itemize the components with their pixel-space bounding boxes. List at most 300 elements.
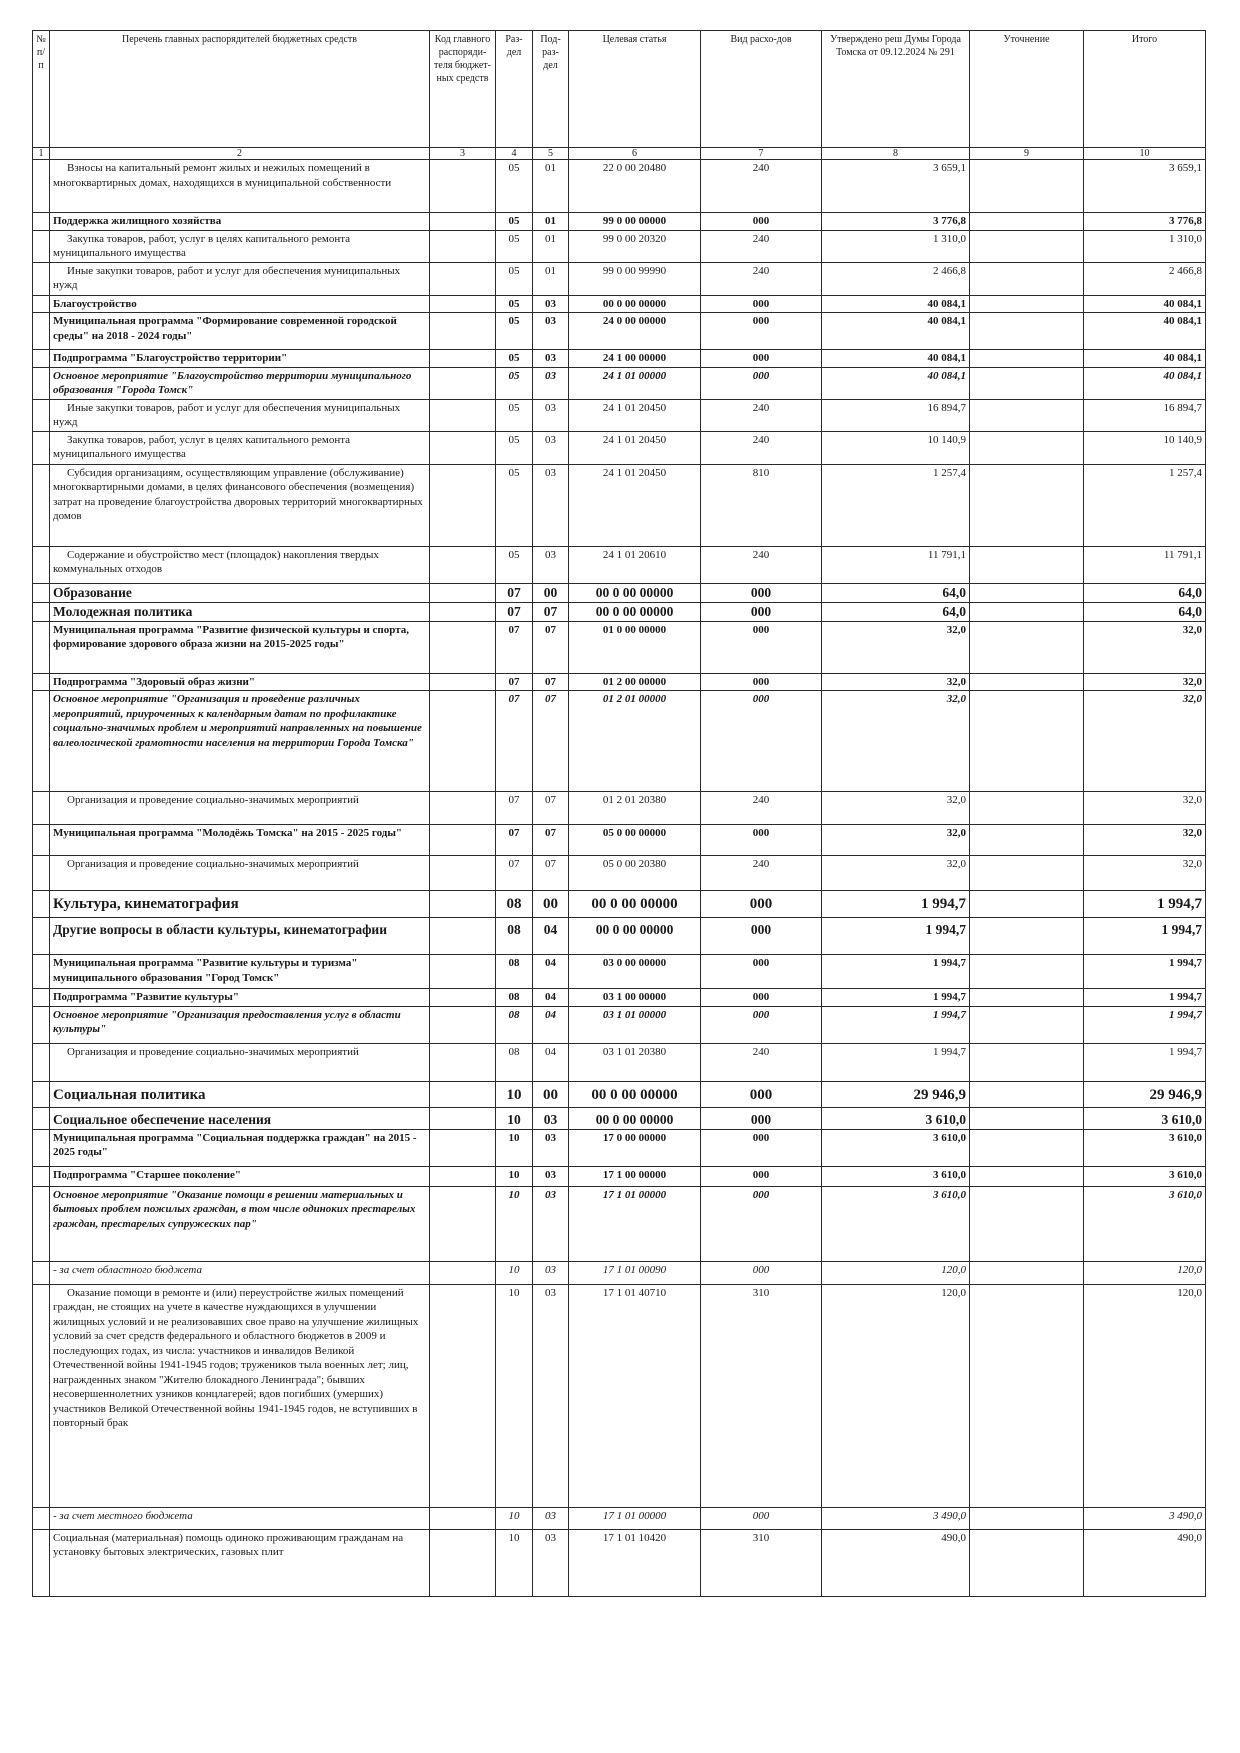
cell-razdel: 07: [496, 583, 533, 602]
cell-approved: 1 310,0: [822, 230, 970, 262]
table-row: [33, 955, 1206, 989]
cell-approved: 64,0: [822, 602, 970, 621]
header-approved: Утверждено реш Думы Города Томска от 09.12.2024 № 291: [822, 31, 970, 148]
cell-itogo: 1 994,7: [1084, 1043, 1206, 1081]
cell-itogo: 1 994,7: [1084, 891, 1206, 918]
cell-code: [430, 1081, 496, 1107]
cell-clarification: [970, 295, 1084, 313]
cell-approved: 40 084,1: [822, 350, 970, 368]
cell-vid: 310: [701, 1284, 822, 1507]
cell-name: Образование: [50, 583, 430, 602]
header-article: Целевая статья: [569, 31, 701, 148]
table-row: [33, 213, 1206, 231]
cell-name: Молодежная политика: [50, 602, 430, 621]
cell-itogo: 16 894,7: [1084, 399, 1206, 431]
cell-podrazdel: 00: [533, 1081, 569, 1107]
cell-podrazdel: 04: [533, 955, 569, 989]
cell-itogo: 1 994,7: [1084, 918, 1206, 955]
cell-podrazdel: 07: [533, 856, 569, 891]
cell-clarification: [970, 856, 1084, 891]
cell-clarification: [970, 1006, 1084, 1043]
cell-code: [430, 160, 496, 213]
cell-podrazdel: 03: [533, 399, 569, 431]
cell-approved: 1 994,7: [822, 891, 970, 918]
cell-code: [430, 1043, 496, 1081]
cell-itogo: 32,0: [1084, 825, 1206, 856]
table-row: [33, 160, 1206, 213]
header-itogo: Итого: [1084, 31, 1206, 148]
cell-razdel: 07: [496, 691, 533, 792]
table-row: [33, 1284, 1206, 1507]
cell-name: Основное мероприятие "Благоустройство территории муниципального образования "Города Томск": [50, 367, 430, 399]
cell-razdel: 08: [496, 1043, 533, 1081]
cell-approved: 3 610,0: [822, 1186, 970, 1261]
cell-code: [430, 621, 496, 673]
cell-itogo: 10 140,9: [1084, 431, 1206, 464]
cell-name: Закупка товаров, работ, услуг в целях капитального ремонта муниципального имущества: [50, 431, 430, 464]
cell-vid: 810: [701, 464, 822, 546]
table-body: [33, 160, 1206, 1597]
cell-vid: 000: [701, 1006, 822, 1043]
cell-article: 05 0 00 00000: [569, 825, 701, 856]
table-row: [33, 918, 1206, 955]
cell-clarification: [970, 792, 1084, 825]
cell-razdel: 05: [496, 313, 533, 350]
cell-code: [430, 1529, 496, 1596]
cell-razdel: 10: [496, 1507, 533, 1529]
cell-podrazdel: 03: [533, 1166, 569, 1186]
cell-vid: 000: [701, 367, 822, 399]
cell-razdel: 10: [496, 1284, 533, 1507]
cell-clarification: [970, 891, 1084, 918]
cell-num: [33, 583, 50, 602]
cell-article: 99 0 00 99990: [569, 262, 701, 295]
cell-vid: 000: [701, 673, 822, 691]
cell-podrazdel: 00: [533, 583, 569, 602]
cell-podrazdel: 03: [533, 1284, 569, 1507]
cell-itogo: 40 084,1: [1084, 295, 1206, 313]
cell-article: 24 1 01 20450: [569, 399, 701, 431]
cell-num: [33, 464, 50, 546]
cell-podrazdel: 03: [533, 367, 569, 399]
cell-vid: 000: [701, 1081, 822, 1107]
cell-razdel: 10: [496, 1129, 533, 1166]
cell-article: 01 2 01 00000: [569, 691, 701, 792]
table-row: [33, 989, 1206, 1007]
cell-article: 99 0 00 20320: [569, 230, 701, 262]
cell-clarification: [970, 350, 1084, 368]
cell-itogo: 64,0: [1084, 602, 1206, 621]
cell-article: 24 1 01 20450: [569, 464, 701, 546]
cell-clarification: [970, 1186, 1084, 1261]
cell-code: [430, 691, 496, 792]
cell-approved: 1 994,7: [822, 1006, 970, 1043]
cell-clarification: [970, 464, 1084, 546]
cell-clarification: [970, 1166, 1084, 1186]
cell-article: 24 1 00 00000: [569, 350, 701, 368]
cell-itogo: 29 946,9: [1084, 1081, 1206, 1107]
cell-name: Подпрограмма "Благоустройство территории": [50, 350, 430, 368]
cell-approved: 120,0: [822, 1261, 970, 1284]
cell-approved: 490,0: [822, 1529, 970, 1596]
cell-code: [430, 213, 496, 231]
cell-clarification: [970, 1529, 1084, 1596]
cell-num: [33, 399, 50, 431]
cell-approved: 1 994,7: [822, 1043, 970, 1081]
cell-code: [430, 431, 496, 464]
table-row: [33, 621, 1206, 673]
cell-podrazdel: 07: [533, 691, 569, 792]
cell-num: [33, 989, 50, 1007]
cell-article: 03 1 00 00000: [569, 989, 701, 1007]
table-row: [33, 367, 1206, 399]
cell-num: [33, 262, 50, 295]
cell-itogo: 40 084,1: [1084, 367, 1206, 399]
cell-approved: 32,0: [822, 691, 970, 792]
cell-vid: 240: [701, 160, 822, 213]
cell-name: Иные закупки товаров, работ и услуг для обеспечения муниципальных нужд: [50, 399, 430, 431]
header-name: Перечень главных распорядителей бюджетных средств: [50, 31, 430, 148]
table-row: [33, 313, 1206, 350]
table-row: [33, 1043, 1206, 1081]
cell-num: [33, 1081, 50, 1107]
column-number: 8: [822, 148, 970, 160]
cell-vid: 000: [701, 602, 822, 621]
column-number: 2: [50, 148, 430, 160]
cell-name: Культура, кинематография: [50, 891, 430, 918]
cell-approved: 3 490,0: [822, 1507, 970, 1529]
cell-vid: 000: [701, 621, 822, 673]
cell-podrazdel: 01: [533, 213, 569, 231]
cell-vid: 000: [701, 213, 822, 231]
cell-itogo: 2 466,8: [1084, 262, 1206, 295]
cell-itogo: 1 994,7: [1084, 1006, 1206, 1043]
cell-name: Подпрограмма "Развитие культуры": [50, 989, 430, 1007]
table-row: [33, 583, 1206, 602]
cell-num: [33, 955, 50, 989]
cell-clarification: [970, 989, 1084, 1007]
cell-clarification: [970, 691, 1084, 792]
table-row: [33, 1261, 1206, 1284]
cell-vid: 000: [701, 1166, 822, 1186]
cell-razdel: 05: [496, 295, 533, 313]
cell-article: 22 0 00 20480: [569, 160, 701, 213]
cell-num: [33, 602, 50, 621]
cell-approved: 10 140,9: [822, 431, 970, 464]
cell-vid: 000: [701, 918, 822, 955]
cell-code: [430, 464, 496, 546]
cell-approved: 64,0: [822, 583, 970, 602]
cell-itogo: 3 659,1: [1084, 160, 1206, 213]
cell-approved: 3 610,0: [822, 1129, 970, 1166]
cell-podrazdel: 03: [533, 1107, 569, 1129]
cell-vid: 000: [701, 825, 822, 856]
cell-clarification: [970, 546, 1084, 583]
cell-article: 03 1 01 00000: [569, 1006, 701, 1043]
cell-razdel: 08: [496, 955, 533, 989]
cell-razdel: 10: [496, 1529, 533, 1596]
cell-razdel: 05: [496, 546, 533, 583]
cell-clarification: [970, 431, 1084, 464]
header-razdel: Раз-дел: [496, 31, 533, 148]
budget-table: [32, 30, 1206, 1597]
cell-num: [33, 918, 50, 955]
cell-podrazdel: 07: [533, 673, 569, 691]
cell-razdel: 10: [496, 1166, 533, 1186]
cell-vid: 310: [701, 1529, 822, 1596]
table-row: [33, 602, 1206, 621]
header-podrazdel: Под-раз-дел: [533, 31, 569, 148]
cell-article: 17 1 00 00000: [569, 1166, 701, 1186]
cell-name: Подпрограмма "Старшее поколение": [50, 1166, 430, 1186]
cell-vid: 000: [701, 350, 822, 368]
cell-code: [430, 673, 496, 691]
cell-code: [430, 230, 496, 262]
cell-podrazdel: 03: [533, 1129, 569, 1166]
cell-podrazdel: 03: [533, 1261, 569, 1284]
cell-razdel: 08: [496, 989, 533, 1007]
header-code: Код главного распоряди-теля бюджет-ных средств: [430, 31, 496, 148]
cell-podrazdel: 03: [533, 1529, 569, 1596]
cell-name: Муниципальная программа "Формирование современной городской среды" на 2018 - 2024 годы": [50, 313, 430, 350]
cell-vid: 000: [701, 295, 822, 313]
cell-itogo: 32,0: [1084, 856, 1206, 891]
cell-code: [430, 546, 496, 583]
cell-podrazdel: 07: [533, 621, 569, 673]
cell-article: 00 0 00 00000: [569, 295, 701, 313]
cell-article: 00 0 00 00000: [569, 918, 701, 955]
cell-podrazdel: 07: [533, 602, 569, 621]
cell-vid: 000: [701, 1186, 822, 1261]
cell-num: [33, 856, 50, 891]
cell-num: [33, 1507, 50, 1529]
header-vid: Вид расхо-дов: [701, 31, 822, 148]
cell-name: Социальная политика: [50, 1081, 430, 1107]
cell-razdel: 08: [496, 891, 533, 918]
table-row: [33, 464, 1206, 546]
cell-article: 03 0 00 00000: [569, 955, 701, 989]
cell-vid: 000: [701, 891, 822, 918]
cell-clarification: [970, 262, 1084, 295]
table-row: [33, 1107, 1206, 1129]
cell-article: 24 0 00 00000: [569, 313, 701, 350]
cell-vid: 240: [701, 1043, 822, 1081]
cell-approved: 32,0: [822, 825, 970, 856]
cell-itogo: 32,0: [1084, 621, 1206, 673]
cell-razdel: 05: [496, 464, 533, 546]
cell-code: [430, 1107, 496, 1129]
cell-article: 01 2 00 00000: [569, 673, 701, 691]
cell-name: - за счет местного бюджета: [50, 1507, 430, 1529]
table-row: [33, 856, 1206, 891]
cell-itogo: 3 776,8: [1084, 213, 1206, 231]
cell-num: [33, 350, 50, 368]
cell-itogo: 11 791,1: [1084, 546, 1206, 583]
cell-itogo: 64,0: [1084, 583, 1206, 602]
cell-clarification: [970, 825, 1084, 856]
cell-vid: 240: [701, 792, 822, 825]
cell-article: 24 1 01 20450: [569, 431, 701, 464]
table-row: [33, 262, 1206, 295]
cell-itogo: 3 610,0: [1084, 1166, 1206, 1186]
cell-razdel: 07: [496, 673, 533, 691]
cell-num: [33, 160, 50, 213]
column-number: 9: [970, 148, 1084, 160]
cell-article: 01 2 01 20380: [569, 792, 701, 825]
cell-approved: 11 791,1: [822, 546, 970, 583]
cell-num: [33, 1129, 50, 1166]
cell-podrazdel: 04: [533, 1006, 569, 1043]
cell-itogo: 1 310,0: [1084, 230, 1206, 262]
cell-name: Организация и проведение социально-значимых мероприятий: [50, 1043, 430, 1081]
cell-num: [33, 313, 50, 350]
cell-clarification: [970, 955, 1084, 989]
table-row: [33, 350, 1206, 368]
cell-name: Содержание и обустройство мест (площадок) накопления твердых коммунальных отходов: [50, 546, 430, 583]
cell-itogo: 1 994,7: [1084, 955, 1206, 989]
cell-clarification: [970, 367, 1084, 399]
cell-razdel: 05: [496, 367, 533, 399]
cell-clarification: [970, 313, 1084, 350]
cell-name: Муниципальная программа "Социальная поддержка граждан" на 2015 - 2025 годы": [50, 1129, 430, 1166]
cell-name: Социальное обеспечение населения: [50, 1107, 430, 1129]
cell-num: [33, 1186, 50, 1261]
cell-name: Благоустройство: [50, 295, 430, 313]
cell-approved: 32,0: [822, 792, 970, 825]
cell-approved: 16 894,7: [822, 399, 970, 431]
cell-razdel: 07: [496, 792, 533, 825]
cell-name: Закупка товаров, работ, услуг в целях капитального ремонта муниципального имущества: [50, 230, 430, 262]
cell-razdel: 05: [496, 213, 533, 231]
table-row: [33, 1006, 1206, 1043]
cell-name: Муниципальная программа "Молодёжь Томска" на 2015 - 2025 годы": [50, 825, 430, 856]
cell-podrazdel: 03: [533, 1507, 569, 1529]
cell-approved: 1 994,7: [822, 955, 970, 989]
cell-vid: 240: [701, 546, 822, 583]
cell-approved: 1 257,4: [822, 464, 970, 546]
cell-name: Основное мероприятие "Оказание помощи в решении материальных и бытовых проблем пожилых граждан, в том числе одиноких престарелых граждан, престарелых супружеских пар": [50, 1186, 430, 1261]
cell-podrazdel: 03: [533, 431, 569, 464]
cell-article: 01 0 00 00000: [569, 621, 701, 673]
cell-num: [33, 1166, 50, 1186]
cell-vid: 000: [701, 1129, 822, 1166]
column-number: 10: [1084, 148, 1206, 160]
cell-razdel: 07: [496, 856, 533, 891]
cell-vid: 240: [701, 431, 822, 464]
cell-podrazdel: 01: [533, 160, 569, 213]
cell-article: 17 1 01 10420: [569, 1529, 701, 1596]
cell-razdel: 07: [496, 621, 533, 673]
cell-approved: 1 994,7: [822, 918, 970, 955]
cell-code: [430, 367, 496, 399]
table-row: [33, 546, 1206, 583]
table-row: [33, 891, 1206, 918]
cell-approved: 40 084,1: [822, 295, 970, 313]
cell-razdel: 08: [496, 918, 533, 955]
cell-podrazdel: 07: [533, 825, 569, 856]
cell-name: Оказание помощи в ремонте и (или) переустройстве жилых помещений граждан, не стоящих на учете в качестве нуждающихся в улучшении жилищных условий и не реализовавших свое право на улучшение жилищных условий за счет средств федерального и областного бюджетов в 2009 и последующих годах, из числа: участников и инвалидов Великой Отечественной войны 1941-1945 годов; тружеников тыла военных лет; лиц, награжденных знаком "Жителю блокадного Ленинграда"; бывших несовершеннолетних узников концлагерей; вдов погибших (умерших) участников Великой Отечественной войны 1941-1945 годов, не вступивших в повторный брак: [50, 1284, 430, 1507]
cell-vid: 240: [701, 399, 822, 431]
cell-num: [33, 673, 50, 691]
cell-num: [33, 691, 50, 792]
cell-code: [430, 856, 496, 891]
cell-code: [430, 350, 496, 368]
cell-podrazdel: 03: [533, 546, 569, 583]
cell-clarification: [970, 230, 1084, 262]
cell-clarification: [970, 1107, 1084, 1129]
cell-num: [33, 825, 50, 856]
cell-itogo: 3 490,0: [1084, 1507, 1206, 1529]
cell-itogo: 32,0: [1084, 792, 1206, 825]
cell-vid: 000: [701, 1261, 822, 1284]
header-clarification: Уточнение: [970, 31, 1084, 148]
cell-article: 17 0 00 00000: [569, 1129, 701, 1166]
cell-podrazdel: 00: [533, 891, 569, 918]
table-row: [33, 1166, 1206, 1186]
cell-vid: 240: [701, 230, 822, 262]
cell-clarification: [970, 918, 1084, 955]
table-row: [33, 230, 1206, 262]
cell-num: [33, 546, 50, 583]
cell-itogo: 3 610,0: [1084, 1107, 1206, 1129]
cell-code: [430, 313, 496, 350]
cell-vid: 000: [701, 989, 822, 1007]
cell-article: 99 0 00 00000: [569, 213, 701, 231]
table-row: [33, 399, 1206, 431]
cell-code: [430, 295, 496, 313]
header-num: № п/п: [33, 31, 50, 148]
cell-approved: 1 994,7: [822, 989, 970, 1007]
cell-approved: 32,0: [822, 621, 970, 673]
cell-approved: 3 776,8: [822, 213, 970, 231]
cell-clarification: [970, 673, 1084, 691]
column-number: 3: [430, 148, 496, 160]
cell-article: 00 0 00 00000: [569, 602, 701, 621]
cell-razdel: 07: [496, 602, 533, 621]
cell-clarification: [970, 1081, 1084, 1107]
cell-razdel: 05: [496, 230, 533, 262]
cell-code: [430, 583, 496, 602]
cell-num: [33, 891, 50, 918]
cell-code: [430, 1129, 496, 1166]
cell-article: 00 0 00 00000: [569, 583, 701, 602]
cell-code: [430, 955, 496, 989]
cell-name: - за счет областного бюджета: [50, 1261, 430, 1284]
cell-clarification: [970, 213, 1084, 231]
cell-approved: 40 084,1: [822, 313, 970, 350]
cell-code: [430, 1186, 496, 1261]
table-row: [33, 1529, 1206, 1596]
cell-itogo: 120,0: [1084, 1261, 1206, 1284]
cell-approved: 3 610,0: [822, 1166, 970, 1186]
cell-code: [430, 1166, 496, 1186]
cell-article: 17 1 01 00000: [569, 1186, 701, 1261]
cell-razdel: 10: [496, 1186, 533, 1261]
cell-razdel: 05: [496, 262, 533, 295]
cell-podrazdel: 04: [533, 989, 569, 1007]
cell-podrazdel: 03: [533, 464, 569, 546]
cell-razdel: 07: [496, 825, 533, 856]
table-row: [33, 431, 1206, 464]
cell-vid: 000: [701, 313, 822, 350]
cell-num: [33, 230, 50, 262]
cell-article: 05 0 00 20380: [569, 856, 701, 891]
cell-vid: 000: [701, 583, 822, 602]
cell-name: Социальная (материальная) помощь одиноко проживающим гражданам на установку бытовых электрических, газовых плит: [50, 1529, 430, 1596]
cell-num: [33, 792, 50, 825]
cell-code: [430, 891, 496, 918]
cell-razdel: 05: [496, 399, 533, 431]
